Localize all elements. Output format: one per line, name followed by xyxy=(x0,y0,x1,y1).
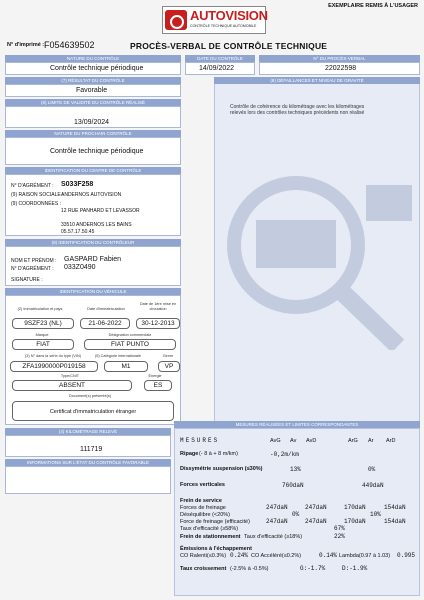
co-ral-label: CO Ralenti(≤0.3%) xyxy=(180,553,227,559)
frein-label: Frein de service xyxy=(180,498,222,504)
raison-value: ANDERNOS AUTOVISION xyxy=(61,192,122,198)
nature-bar: NATURE DU CONTRÔLE xyxy=(5,55,181,62)
autovision-logo xyxy=(162,6,266,34)
forces-v-label: Forces verticales xyxy=(180,482,225,488)
report-title: PROCÈS-VERBAL DE CONTRÔLE TECHNIQUE xyxy=(130,41,328,51)
defaults-line-1: Contrôle de cohérence du kilométrage avec les kilométrages xyxy=(230,104,365,110)
ff-avd: 247daN xyxy=(305,504,327,511)
controleur-bar: (9) IDENTIFICATION DU CONTRÔLEUR xyxy=(5,239,181,246)
brand-mark-icon xyxy=(165,10,187,30)
deseq-ar: 10% xyxy=(370,511,381,518)
docs-value: Certificat d'immatriculation étranger xyxy=(12,401,174,421)
ff-avg: 247daN xyxy=(266,504,288,511)
ff-ard: 154daN xyxy=(384,504,406,511)
co-ral-value: 0.24% xyxy=(230,552,249,559)
vin-label: (3) N° dans la série du type (VIN) xyxy=(25,354,81,358)
croiss-d: D:-1.9% xyxy=(342,565,368,572)
pv-bar: N° DU PROCÈS-VERBAL xyxy=(259,55,420,62)
nature-value: Contrôle technique périodique xyxy=(50,65,144,72)
dissym-label: Dissymétrie suspension (≤30%) xyxy=(180,466,263,472)
info-box xyxy=(5,466,171,494)
km-bar: (4) KILOMÉTRAGE RELEVÉ xyxy=(5,428,171,435)
coord-phone: 05.57.17.50.45 xyxy=(61,229,95,235)
dissym-av: 13% xyxy=(290,466,301,473)
fu-ard: 154daN xyxy=(384,518,406,525)
cat-label: (5) Catégorie internationale xyxy=(94,354,141,358)
info-bar: INFORMATIONS SUR L'ÉTAT DU CONTRÔLE FAVORABLE xyxy=(5,459,171,466)
energie-value: ES xyxy=(144,380,172,391)
coord-city: 33510 ANDERNOS LES BAINS xyxy=(61,222,132,228)
immat-value: 9SZF23 (NL) xyxy=(12,318,74,329)
signature-label: SIGNATURE : xyxy=(11,277,43,283)
defaults-line-2: relevés lors des contrôles techniques précédents non réalisé xyxy=(230,110,365,116)
centre-bar: IDENTIFICATION DU CENTRE DE CONTRÔLE xyxy=(5,167,181,174)
docs-label: Document(s) présenté(s) xyxy=(69,394,111,398)
imprime-label: N° d'imprimé : xyxy=(7,42,45,48)
col-ard: ArD xyxy=(386,438,396,444)
lambda-label: Lambda(0.97 à 1.03) xyxy=(339,553,391,559)
nom-value: GASPARD Fabien xyxy=(64,256,122,263)
col-avg: AvG xyxy=(270,438,281,444)
eff1-value: 67% xyxy=(334,525,345,532)
next-value: Contrôle technique périodique xyxy=(50,148,144,155)
stat-value: 22% xyxy=(334,533,345,540)
km-value: 111719 xyxy=(80,446,103,453)
col-arg: ArG xyxy=(348,438,358,444)
coord-address: 12 RUE PANHARD ET LEVASSOR xyxy=(61,208,140,214)
date-immat-value: 21-06-2022 xyxy=(80,318,130,329)
energie-label: Énergie xyxy=(148,374,162,378)
brand-name: AUTOVISION xyxy=(190,8,268,23)
ripage-label: Ripage xyxy=(180,451,199,457)
co-acc-label: CO Accéléré(≤0.2%) xyxy=(251,553,302,559)
marque-value: FIAT xyxy=(12,339,74,350)
stat-label: Frein de stationnement xyxy=(180,534,241,540)
deseq-av: 0% xyxy=(292,511,300,518)
lambda-value: 0.995 xyxy=(397,552,416,559)
measures-bar: MESURES RÉALISÉES ET LIMITES CORRESPONDANTES xyxy=(174,421,420,428)
watermark-magnifier-icon xyxy=(216,150,416,350)
col-av: Av xyxy=(290,438,297,444)
date-bar: DATE DU CONTRÔLE xyxy=(185,55,255,62)
fu-avg: 247daN xyxy=(266,518,288,525)
eff1-label: Taux d'efficacité (≥58%) xyxy=(180,526,239,532)
col-avd: AvD xyxy=(306,438,317,444)
croiss-g: G:-1.7% xyxy=(300,565,326,572)
vehicle-bar: IDENTIFICATION DU VÉHICULE xyxy=(5,288,181,295)
genre-value: VP xyxy=(158,361,180,372)
forces-v-av: 760daN xyxy=(282,482,304,489)
emis-label: Émissions à l'échappement xyxy=(180,546,252,552)
nom-label: NOM ET PRÉNOM : xyxy=(11,258,57,264)
coord-label: (9) COORDONNÉES : xyxy=(11,201,62,207)
genre-label: Genre xyxy=(162,354,174,358)
brand-subtitle: CONTRÔLE TECHNIQUE AUTOMOBILE xyxy=(190,24,257,28)
modele-label: Désignation commerciale xyxy=(108,333,152,337)
marque-label: Marque xyxy=(35,333,49,337)
cat-value: M1 xyxy=(104,361,148,372)
fu-arg: 170daN xyxy=(344,518,366,525)
fu-avd: 247daN xyxy=(305,518,327,525)
modele-value: FIAT PUNTO xyxy=(84,339,176,350)
col-ar: Ar xyxy=(368,438,374,444)
result-value: Favorable xyxy=(76,87,108,94)
forces-v-ar: 449daN xyxy=(362,482,384,489)
agr-ctrl-value: 033Z0490 xyxy=(64,264,96,271)
date-mise-label: Date de 1ère mise en circulation xyxy=(139,302,177,311)
result-bar: (7) RÉSULTAT DU CONTRÔLE xyxy=(5,77,181,84)
dissym-ar: 0% xyxy=(368,466,376,473)
date-immat-label: Date d'immatriculation xyxy=(87,307,125,311)
deseq-label: Déséquilibre (<20%) xyxy=(180,512,230,518)
immat-label: (2) Immatriculation et pays xyxy=(17,307,63,311)
ripage-value: -0,2m/km xyxy=(270,451,299,458)
date-value: 14/09/2022 xyxy=(199,65,235,72)
imprime-value: F054639502 xyxy=(44,40,95,50)
croiss-label: Taux croissement xyxy=(180,566,227,572)
ripage-range: (- 8 à + 8 m/km) xyxy=(199,451,238,457)
date-mise-value: 30-12-2013 xyxy=(136,318,180,329)
type-value: ABSENT xyxy=(12,380,132,391)
croiss-range: (-2.5% à -0.5%) xyxy=(230,566,269,572)
type-label: Type/CNIT xyxy=(60,374,80,378)
co-acc-value: 0.14% xyxy=(319,552,338,559)
pv-value: 22022598 xyxy=(325,65,357,72)
vin-value: ZFA1990000P019158 xyxy=(10,361,98,372)
fr-util-label: Force de freinage (efficacité) xyxy=(180,519,250,525)
next-bar: NATURE DU PROCHAIN CONTRÔLE xyxy=(5,130,181,137)
copy-label: EXEMPLAIRE REMIS À L'USAGER xyxy=(328,3,418,9)
agrement-label: N° D'AGRÉMENT : xyxy=(11,183,54,189)
agrement-value: S033F258 xyxy=(61,181,94,188)
stat-eff-label: Taux d'efficacité (≥18%) xyxy=(244,534,303,540)
limit-bar: (6) LIMITE DE VALIDITÉ DU CONTRÔLE RÉALISÉ xyxy=(5,99,181,106)
forces-frein-label: Forces de freinage xyxy=(180,505,226,511)
limit-value: 13/09/2024 xyxy=(74,119,110,126)
raison-label: (9) RAISON SOCIALE : xyxy=(11,192,64,198)
defaults-bar: (8) DÉFAILLANCES ET NIVEAU DE GRAVITÉ xyxy=(214,77,420,84)
agr-ctrl-label: N° D'AGRÉMENT : xyxy=(11,266,54,272)
measures-header: MESURES xyxy=(180,437,220,444)
ff-arg: 170daN xyxy=(344,504,366,511)
